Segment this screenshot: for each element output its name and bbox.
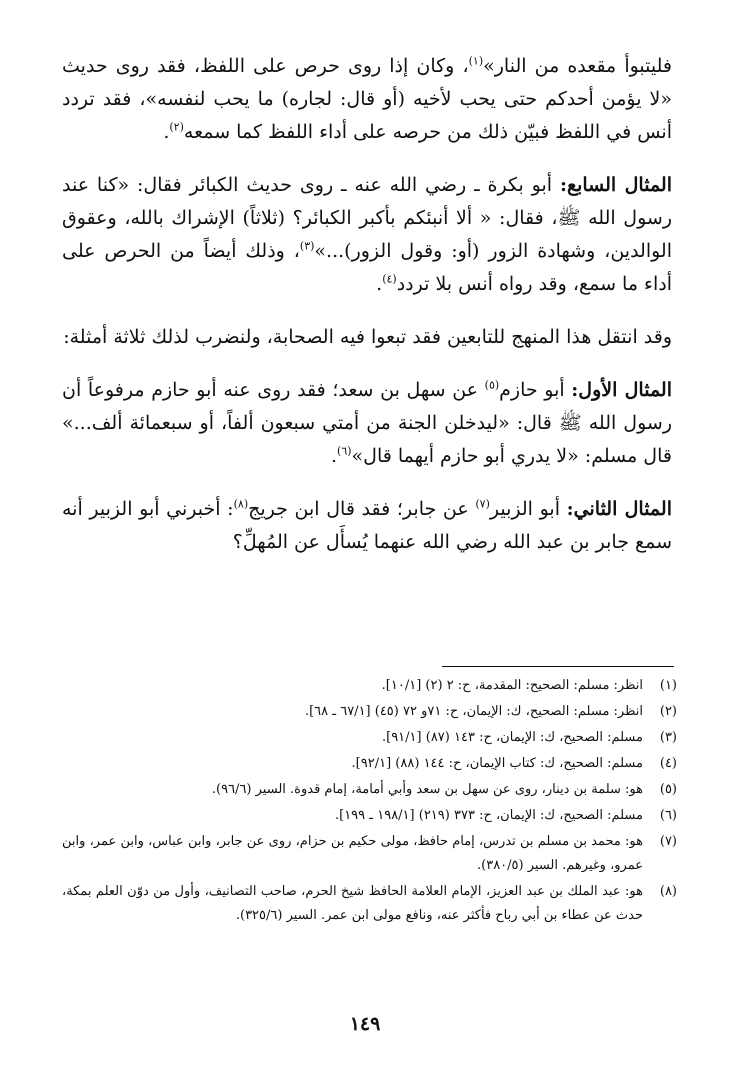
footnote-5 [62,778,677,802]
p5-text-1: أبو الزبير [489,498,567,520]
p5-text-2: عن جابر؛ فقد قال ابن جريج [248,498,476,520]
footnote-text: مسلم: الصحيح، ك: الإيمان، ح: ١٤٣ (٨٧) [٩١/١]. [381,730,643,745]
p3-text-1: وقد انتقل هذا المنهج للتابعين فقد تبعوا فيه الصحابة، ولنضرب لذلك ثلاثة أمثلة: [63,326,672,348]
p5-text-3: : أخبرني أبو الزبير أنه سمع جابر بن عبد الله رضي الله عنهما يُسأَل عن المُهلِّ؟ [62,498,672,553]
example-seven-heading: المثال السابع: [559,174,673,196]
footnote-6 [62,804,677,828]
paragraph-2 [62,169,672,301]
footnote-4 [62,752,677,776]
footnote-text: هو: محمد بن مسلم بن تدرس، إمام حافظ، مولى حكيم بن حزام، روى عن جابر، وابن عباس، وابن عمر، وابن عمرو، وغيرهم. السير (٣٨٠/٥). [62,834,643,873]
footnote-number: (٤) [659,756,677,771]
footnote-text: مسلم: الصحيح، ك: الإيمان، ح: ٣٧٣ (٢١٩) [١٩٨/١ ـ ١٩٩]. [334,808,643,823]
footnote-1 [62,674,677,698]
p1-text-3: . [163,121,170,143]
p2-text-2: ، وذلك أيضاً من الحرص على أداء ما سمع، وقد رواه أنس بلا تردد [62,240,672,295]
footnote-2 [62,700,677,724]
p1-text-1: فليتبوأ مقعده من النار» [483,55,673,77]
paragraph-3 [62,321,672,354]
footnote-ref-4[interactable]: (٤) [382,272,397,286]
example-first-heading: المثال الأول: [571,379,672,401]
footnote-ref-6[interactable]: (٦) [337,444,352,458]
footnote-ref-5[interactable]: (٥) [484,378,500,392]
footnote-number: (١) [659,678,677,693]
footnote-text: هو: عبد الملك بن عبد العزيز، الإمام العلامة الحافظ شيخ الحرم، صاحب التصانيف، وأول من دوّن العلم بمكة، حدث عن عطاء بن أبي رباح فأكثر عنه، ونافع مولى ابن عمر. السير (٣٢٥/٦). [62,884,643,923]
p4-text-3: . [330,445,338,467]
p2-text-3: . [376,273,383,295]
footnote-ref-7[interactable]: (٧) [475,497,490,511]
paragraph-1 [62,50,672,149]
footnote-ref-3[interactable]: (٣) [299,239,315,253]
footnote-8 [62,880,677,928]
p2-text-1: أبو بكرة ـ رضي الله عنه ـ روى حديث الكبائر فقال: «كنا عند رسول الله ﷺ، فقال: « ألا أنبئكم بأكبر الكبائر؟ (ثلاثاً) الإشراك بالله، وعقوق الوالدين، وشهادة الزور (أو: وقول الزور)...» [62,174,672,262]
paragraph-5 [62,493,672,559]
footnote-3 [62,726,677,750]
footnote-number: (٥) [659,782,677,797]
footnote-text: مسلم: الصحيح، ك: كتاب الإيمان، ح: ١٤٤ (٨٨) [٩٢/١]. [351,756,643,771]
footnotes [62,674,677,930]
example-second-heading: المثال الثاني: [566,498,672,520]
footnote-number: (٣) [659,730,677,745]
footnote-text: هو: سلمة بن دينار، روى عن سهل بن سعد وأبي أمامة، إمام قدوة. السير (٩٦/٦). [211,782,643,797]
footnote-number: (٨) [659,884,677,899]
footnote-7 [62,830,677,878]
footnote-number: (٦) [659,808,677,823]
main-text [62,50,672,579]
paragraph-4 [62,374,672,473]
page-number: ١٤٩ [349,1013,381,1035]
footnote-text: انظر: مسلم: الصحيح: المقدمة، ح: ٢ (٢) [١٠/١]. [381,678,643,693]
footnote-ref-1[interactable]: (١) [468,54,484,68]
footnote-number: (٧) [659,834,677,849]
footnote-number: (٢) [659,704,677,719]
p4-text-2: عن سهل بن سعد؛ فقد روى عنه أبو حازم مرفوعاً أن رسول الله ﷺ قال: «ليدخلن الجنة من أمتي سبعون ألفاً، أو سبعمائة ألف...» قال مسلم: «لا يدري أبو حازم أيهما قال» [62,379,672,467]
p1-text-2: ، وكان إذا روى حرص على اللفظ، فقد روى حديث «لا يؤمن أحدكم حتى يحب لأخيه (أو قال: لجاره) ما يحب لنفسه»، فقد تردد أنس في اللفظ فبيّن ذلك من حرصه على أداء اللفظ كما سمعه [62,55,672,143]
footnote-text: انظر: مسلم: الصحيح، ك: الإيمان، ح: ٧١و ٧٢ (٤٥) [٦٧/١ ـ ٦٨]. [304,704,643,719]
footnote-separator [442,666,674,667]
p4-text-1: أبو حازم [499,379,572,401]
footnote-ref-8[interactable]: (٨) [233,497,249,511]
footnote-ref-2[interactable]: (٢) [169,120,184,134]
